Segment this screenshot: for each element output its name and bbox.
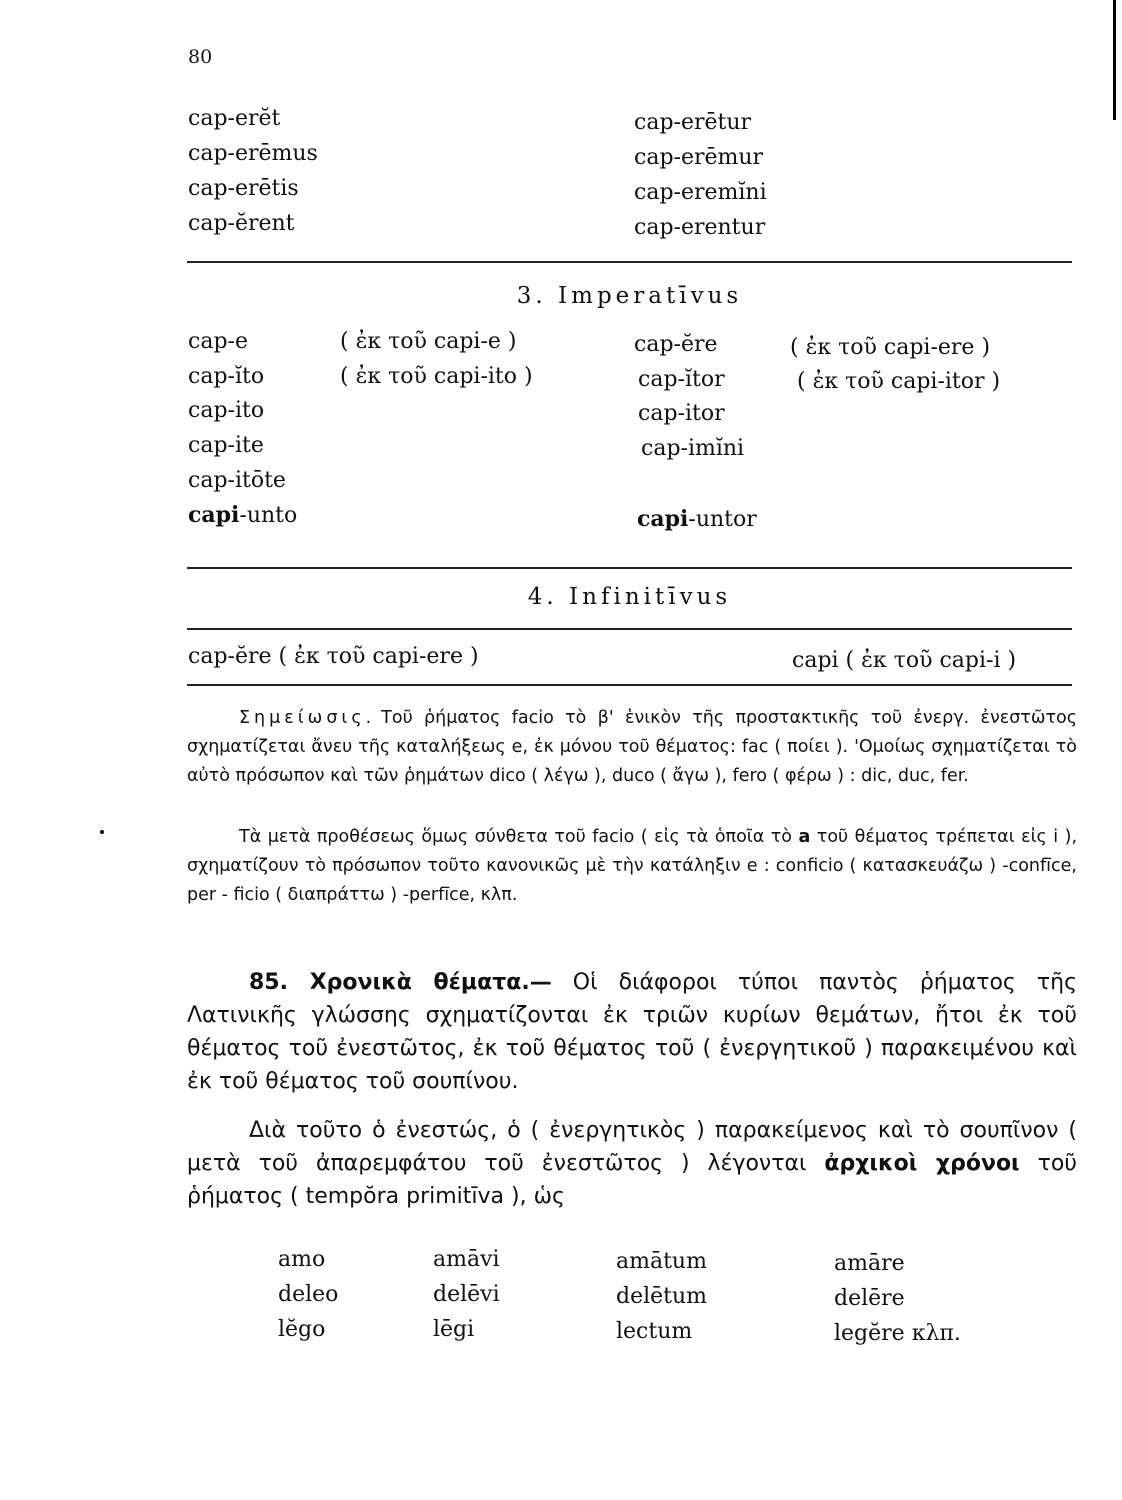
subjunctive-passive-4: cap-erentur bbox=[634, 215, 766, 240]
principal-part-cell: lēgi bbox=[433, 1317, 475, 1342]
section-text-start: Διὰ τοῦτο ὁ ἐνεστώς, ὁ ( ἐνεργητικὸς ) παρακείμενος καὶ τὸ σουπῖνον ( μετὰ τοῦ ἀπαρεμφάτου τοῦ ἐνεστῶτος ) λέγονται bbox=[187, 1118, 1077, 1176]
page-number: 80 bbox=[188, 46, 213, 68]
imperative-passive-3: cap-itor bbox=[638, 401, 725, 426]
ending: -untor bbox=[688, 507, 757, 532]
section-text: Οἱ διάφοροι τύποι παντὸς ῥήματος τῆς Λατινικῆς γλώσσης σχηματίζονται ἐκ τριῶν κυρίων θεμάτων, ἤτοι ἐκ τοῦ θέματος τοῦ ἐνεστῶτος, ἐκ τοῦ θέματος τοῦ ( ἐνεργητικοῦ ) παρακειμένου καὶ ἐκ τοῦ θέματος τοῦ σουπίνου. bbox=[187, 970, 1078, 1094]
divider-rule bbox=[187, 628, 1072, 630]
principal-part-cell: delēvi bbox=[433, 1282, 500, 1307]
note-label: Σημείωσις. bbox=[239, 708, 376, 728]
note-text: Τοῦ ῥήματος facio τὸ β' ἑνικὸν τῆς προστακτικῆς τοῦ ἐνεργ. ἐνεστῶτος σχηματίζεται ἄνευ τῆς καταλήξεως e, ἐκ μόνου τοῦ θέματος: fac ( ποίει ). 'Ομοίως σχηματίζεται τὸ αὐτὸ πρόσωπον καὶ τῶν ῥημάτων dico ( λέγω ), duco ( ἄγω ), fero ( φέρω ) : dic, duc, fer. bbox=[187, 708, 1077, 786]
imperative-passive-5 bbox=[637, 506, 757, 532]
imperative-passive-note-2: ( ἐκ τοῦ capi-itor ) bbox=[797, 369, 1001, 394]
principal-part-cell: lectum bbox=[616, 1319, 693, 1344]
imperative-active-4: cap-ite bbox=[188, 433, 264, 458]
imperative-passive-1: cap-ĕre bbox=[634, 332, 718, 357]
section-bold-term: ἀρχικοὶ χρόνοι bbox=[824, 1151, 1020, 1176]
divider-rule bbox=[187, 567, 1072, 569]
infinitive-passive: capi ( ἐκ τοῦ capi-i ) bbox=[792, 648, 1017, 673]
imperative-active-6 bbox=[188, 502, 297, 528]
principal-part-cell: lĕgo bbox=[278, 1317, 326, 1342]
imperative-active-note-1: ( ἐκ τοῦ capi-e ) bbox=[340, 329, 517, 354]
subjunctive-active-2: cap-erēmus bbox=[188, 141, 318, 166]
infinitive-heading: 4. Infinitīvus bbox=[527, 584, 732, 610]
principal-part-cell: deleo bbox=[278, 1282, 339, 1307]
imperative-active-note-2: ( ἐκ τοῦ capi-ito ) bbox=[340, 364, 533, 389]
subjunctive-active-1: cap-erĕt bbox=[188, 106, 281, 131]
principal-part-cell: delētum bbox=[616, 1284, 708, 1309]
principal-part-cell: amo bbox=[278, 1247, 326, 1272]
subjunctive-passive-3: cap-eremĭni bbox=[634, 180, 767, 205]
infinitive-active: cap-ĕre ( ἐκ τοῦ capi-ere ) bbox=[188, 644, 479, 669]
imperative-active-3: cap-ito bbox=[188, 398, 265, 423]
imperative-active-1: cap-e bbox=[188, 329, 248, 354]
imperative-active-2: cap-ĭto bbox=[188, 364, 265, 389]
note-text-end: τοῦ θέματος τρέπεται εἰς i ), σχηματίζουν τὸ πρόσωπον τοῦτο κανονικῶς μὲ τὴν κατάληξιν e : conficio ( κατασκευάζω ) -confīce, per - ficio ( διαπράττω ) -perfīce, κλπ. bbox=[187, 827, 1078, 905]
imperative-passive-note-1: ( ἐκ τοῦ capi-ere ) bbox=[790, 335, 991, 360]
stem-bold: capi bbox=[637, 506, 689, 532]
principal-part-cell: amāre bbox=[834, 1251, 905, 1276]
subjunctive-passive-1: cap-erētur bbox=[634, 110, 752, 135]
section-text-end: τοῦ ῥήματος ( tempŏra primitīva ), ὡς bbox=[187, 1151, 1078, 1209]
scan-edge-line bbox=[1113, 0, 1116, 120]
section-85-paragraph-1 bbox=[187, 966, 1077, 1098]
note-paragraph-2 bbox=[187, 823, 1077, 910]
imperative-passive-4: cap-imĭni bbox=[641, 436, 745, 461]
stem-bold: capi bbox=[188, 502, 240, 528]
ending: -unto bbox=[239, 503, 298, 528]
principal-part-cell: amāvi bbox=[433, 1247, 500, 1272]
divider-rule bbox=[187, 684, 1072, 686]
imperative-passive-2: cap-ĭtor bbox=[638, 367, 725, 392]
note-text-start: Τὰ μετὰ προθέσεως ὅμως σύνθετα τοῦ facio ( εἰς τὰ ὁποῖα τὸ bbox=[239, 827, 799, 847]
imperative-heading: 3. Imperatīvus bbox=[516, 283, 743, 309]
subjunctive-active-4: cap-ĕrent bbox=[188, 211, 295, 236]
imperative-active-5: cap-itōte bbox=[188, 468, 286, 493]
scan-speck bbox=[100, 830, 104, 834]
section-title: 85. Χρονικὰ θέματα.— bbox=[249, 970, 552, 995]
divider-rule bbox=[187, 261, 1072, 263]
section-85-paragraph-2 bbox=[187, 1114, 1077, 1213]
subjunctive-passive-2: cap-erēmur bbox=[634, 145, 764, 170]
note-paragraph-1 bbox=[187, 704, 1077, 791]
principal-part-cell: legĕre κλπ. bbox=[834, 1321, 961, 1346]
principal-part-cell: amātum bbox=[616, 1249, 707, 1274]
note-bold-letter: a bbox=[798, 827, 811, 847]
principal-part-cell: delēre bbox=[834, 1286, 905, 1311]
subjunctive-active-3: cap-erētis bbox=[188, 176, 299, 201]
